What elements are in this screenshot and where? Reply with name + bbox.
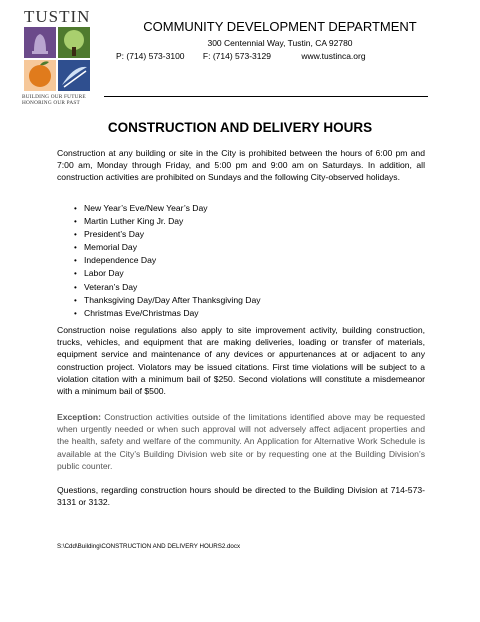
website-link[interactable]: www.tustinca.org xyxy=(301,51,366,61)
list-item: • Labor Day xyxy=(57,267,425,280)
exception-paragraph xyxy=(57,411,425,472)
logo-tagline-2: HONORING OUR PAST xyxy=(22,100,80,106)
logo-title: TUSTIN xyxy=(24,7,91,26)
holiday-list xyxy=(57,202,425,320)
department-address: 300 Centennial Way, Tustin, CA 92780 xyxy=(207,38,353,48)
exception-label: Exception: xyxy=(57,412,101,422)
contact-line xyxy=(104,51,434,61)
noise-regulations-paragraph: Construction noise regulations also apply to site improvement activity, building construction, trucks, vehicles, and equipment that are making deliveries, loading or transfer of materials, equipment service and maintenance of any devices or appurtenances at or adjacent to any construction project. Violators may be issued citations. First time violations will be subject to a violation citation with a minimum bail of $250. Second violations will constitute a misdemeanor with a minimum bail of $500. xyxy=(57,325,425,397)
list-item: • Christmas Eve/Christmas Day xyxy=(57,307,425,320)
logo-emblem-icon xyxy=(24,27,90,91)
list-item: • Thanksgiving Day/Day After Thanksgiving Day xyxy=(57,294,425,307)
document-title: CONSTRUCTION AND DELIVERY HOURS xyxy=(107,120,373,135)
list-item: • Independence Day xyxy=(57,254,425,267)
list-item: • Memorial Day xyxy=(57,241,425,254)
phone-number: P: (714) 573-3100 xyxy=(116,51,185,61)
intro-paragraph: Construction at any building or site in the City is prohibited between the hours of 6:00 pm and 7:00 am, Monday through Friday, and 5:00 pm and 9:00 am on Saturdays. In addition, all construction activities are prohibited on Sundays and the following City-observed holidays. xyxy=(57,148,425,183)
city-logo xyxy=(22,8,92,113)
list-item: • New Year’s Eve/New Year’s Day xyxy=(57,202,425,215)
list-item: • President’s Day xyxy=(57,228,425,241)
list-item: • Veteran’s Day xyxy=(57,281,425,294)
department-name: COMMUNITY DEVELOPMENT DEPARTMENT xyxy=(143,19,417,34)
fax-number: F: (714) 573-3129 xyxy=(202,51,271,61)
list-item: • Martin Luther King Jr. Day xyxy=(57,215,425,228)
logo-tagline xyxy=(22,94,92,106)
logo-tagline-1: BUILDING OUR FUTURE xyxy=(22,94,86,100)
file-path: S:\Cdd\Building\CONSTRUCTION AND DELIVERY HOURS2.docx xyxy=(57,543,241,550)
exception-text: Construction activities outside of the limitations identified above may be requested when urgently needed or when such approval will not adversely affect adjacent properties and the health, safety and welfare of the community. An Application for Alternative Work Schedule is available at the City’s Building Division web site or by requesting one at the Building Division’s public counter. xyxy=(57,412,425,471)
questions-paragraph: Questions, regarding construction hours should be directed to the Building Division at 714-573-3131 or 3132. xyxy=(57,485,425,508)
header-divider xyxy=(104,96,428,97)
